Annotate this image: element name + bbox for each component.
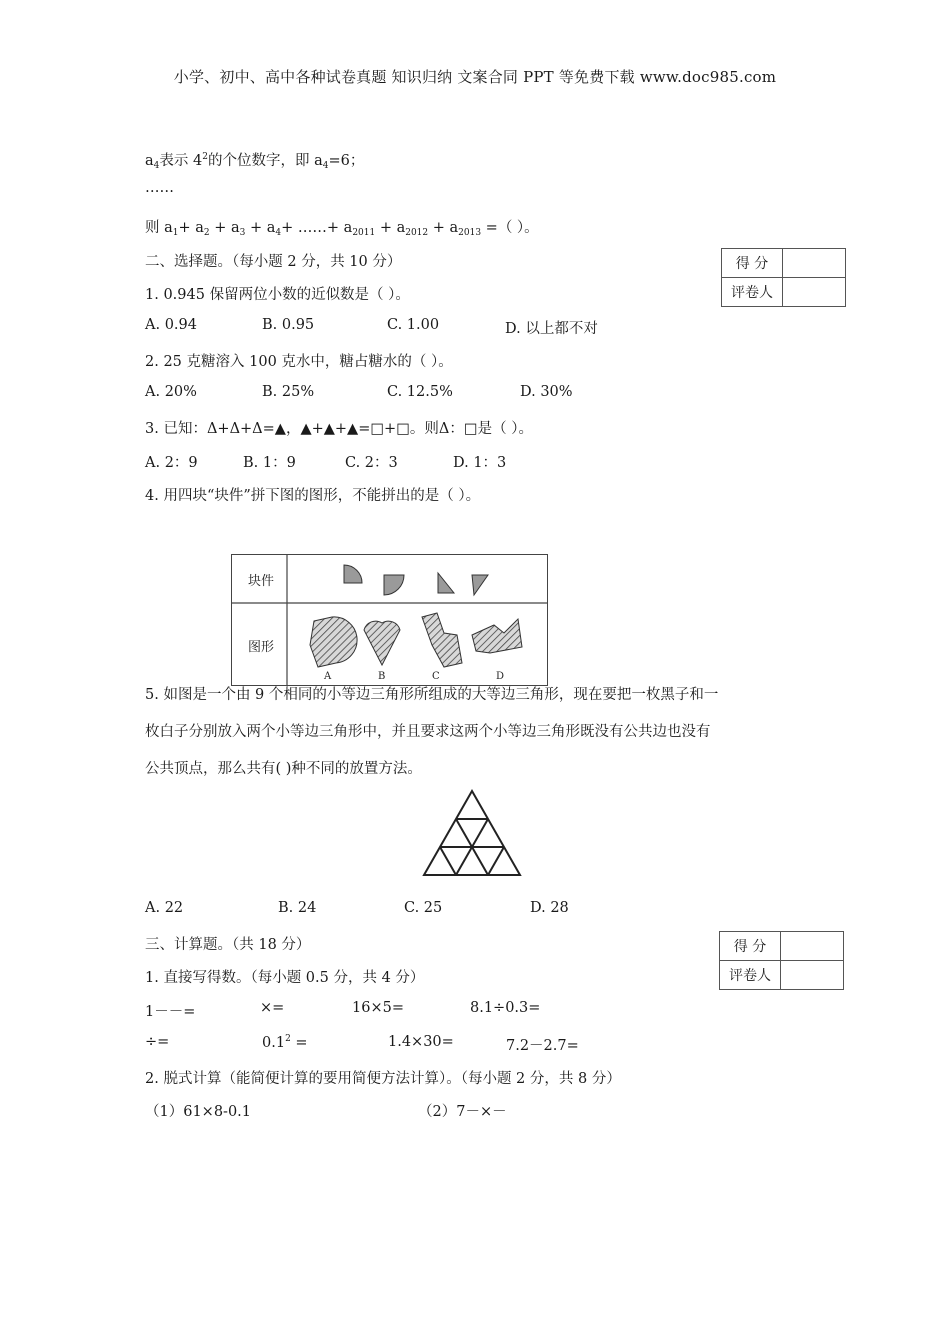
s3-q2-text: 2. 脱式计算（能简便计算的要用简便方法计算）。（每小题 2 分，共 8 分）	[145, 1071, 621, 1087]
text-part: + a	[209, 220, 240, 236]
q3-option-d: D. 1：3	[453, 455, 507, 471]
grader-label: 评卷人	[722, 278, 783, 307]
text-part: =6；	[328, 153, 365, 169]
q5-option-b: B. 24	[278, 900, 317, 916]
piece-quarter-circle-2	[384, 575, 404, 595]
grader-label: 评卷人	[720, 961, 781, 990]
calc-5: ÷=	[145, 1034, 170, 1050]
text-part: 0.1	[262, 1035, 286, 1051]
q5-option-d: D. 28	[530, 900, 569, 916]
superscript: 2	[202, 152, 208, 162]
piece-quarter-circle-1	[344, 565, 362, 583]
piece-triangle-1	[438, 573, 454, 593]
s3-q2-item-2: （2）7－×－	[418, 1104, 507, 1120]
subscript: 4	[275, 228, 282, 238]
s3-q2-item-1: （1）61×8-0.1	[145, 1104, 252, 1120]
q1-option-a: A. 0.94	[145, 317, 197, 333]
subscript: 4	[322, 161, 329, 171]
shape-label-c: C	[432, 671, 440, 682]
row-label-pieces: 块件	[248, 574, 275, 589]
shape-a	[310, 617, 357, 667]
section3-score-box	[719, 931, 844, 990]
text-part: =	[290, 1035, 308, 1051]
q1-option-c: C. 1.00	[387, 317, 440, 333]
sequence-sum-line	[145, 216, 539, 238]
subscript: 2012	[405, 228, 429, 238]
q2-text: 2. 25 克糖溶入 100 克水中，糖占糖水的（ ）。	[145, 354, 453, 370]
score-field[interactable]	[783, 249, 846, 278]
shape-label-a: A	[324, 671, 332, 682]
q5-option-a: A. 22	[145, 900, 184, 916]
q2-option-a: A. 20%	[145, 384, 197, 400]
shape-c	[422, 613, 462, 667]
q5-line-3: 公共顶点，那么共有( )种不同的放置方法。	[145, 761, 422, 777]
piece-triangle-2	[472, 575, 488, 595]
q2-option-c: C. 12.5%	[387, 384, 453, 400]
subscript: 2013	[458, 228, 482, 238]
q2-option-b: B. 25%	[262, 384, 315, 400]
text-part: =（ ）。	[481, 220, 539, 236]
subscript: 2011	[352, 228, 376, 238]
shape-d	[472, 619, 522, 653]
score-field[interactable]	[781, 932, 844, 961]
calc-7: 1.4×30=	[388, 1034, 454, 1050]
row-label-shapes: 图形	[248, 640, 275, 655]
calc-6	[262, 1034, 308, 1051]
q5-line-2: 枚白子分别放入两个小等边三角形中，并且要求这两个小等边三角形既没有公共边也没有	[145, 724, 711, 740]
grader-field[interactable]	[781, 961, 844, 990]
s3-q1-text: 1. 直接写得数。（每小题 0.5 分，共 4 分）	[145, 970, 425, 986]
calc-2: ×=	[260, 1000, 285, 1016]
q1-option-b: B. 0.95	[262, 317, 315, 333]
calc-4: 8.1÷0.3=	[470, 1000, 541, 1016]
q3-text: 3. 已知：Δ+Δ+Δ=▲，▲+▲+▲=□+□。则Δ：□是（ ）。	[145, 421, 533, 437]
q2-option-d: D. 30%	[520, 384, 573, 400]
subscript: 1	[172, 228, 179, 238]
text-part: 的个位数字，即 a	[207, 153, 323, 169]
calc-1: 1－－=	[145, 1004, 196, 1020]
q1-text: 1. 0.945 保留两位小数的近似数是（ ）。	[145, 287, 410, 303]
page-header: 小学、初中、高中各种试卷真题 知识归纳 文案合同 PPT 等免费下载 www.doc985.com	[173, 68, 777, 86]
subscript: 2	[203, 228, 210, 238]
q5-line-1: 5. 如图是一个由 9 个相同的小等边三角形所组成的大等边三角形，现在要把一枚黑子和一	[145, 687, 719, 703]
outer-triangle	[424, 791, 520, 875]
text-part: a	[145, 153, 154, 169]
score-label: 得 分	[722, 249, 783, 278]
q3-option-b: B. 1：9	[243, 455, 296, 471]
q4-figure-svg	[232, 555, 547, 685]
q4-text: 4. 用四块“块件”拼下图的图形，不能拼出的是（ ）。	[145, 488, 481, 504]
subscript: 4	[153, 161, 160, 171]
calc-8: 7.2－2.7=	[506, 1038, 579, 1054]
calc-3: 16×5=	[352, 1000, 404, 1016]
section3-title: 三、计算题。（共 18 分）	[145, 937, 311, 953]
sequence-ellipsis: ……	[145, 180, 174, 196]
score-label: 得 分	[720, 932, 781, 961]
text-part: 则 a	[145, 220, 173, 236]
superscript: 2	[285, 1034, 291, 1044]
text-part: + a	[245, 220, 276, 236]
text-part: + a	[178, 220, 204, 236]
q5-option-c: C. 25	[404, 900, 443, 916]
grader-field[interactable]	[783, 278, 846, 307]
section2-score-box	[721, 248, 846, 307]
q1-option-d: D. 以上都不对	[505, 321, 598, 337]
text-part: 表示 4	[159, 153, 203, 169]
text-part: + a	[428, 220, 459, 236]
text-part: + ……+ a	[281, 220, 353, 236]
shape-label-b: B	[378, 671, 386, 682]
shape-b	[364, 621, 400, 665]
section2-title: 二、选择题。（每小题 2 分，共 10 分）	[145, 254, 402, 270]
sequence-a4-line	[145, 149, 364, 171]
subscript: 3	[239, 228, 246, 238]
q5-triangle-svg	[422, 789, 522, 877]
q3-option-a: A. 2：9	[145, 455, 198, 471]
q4-figure-table	[231, 554, 548, 686]
q3-option-c: C. 2：3	[345, 455, 398, 471]
q5-triangle-figure	[422, 789, 522, 881]
shape-label-d: D	[496, 671, 505, 682]
text-part: + a	[375, 220, 406, 236]
